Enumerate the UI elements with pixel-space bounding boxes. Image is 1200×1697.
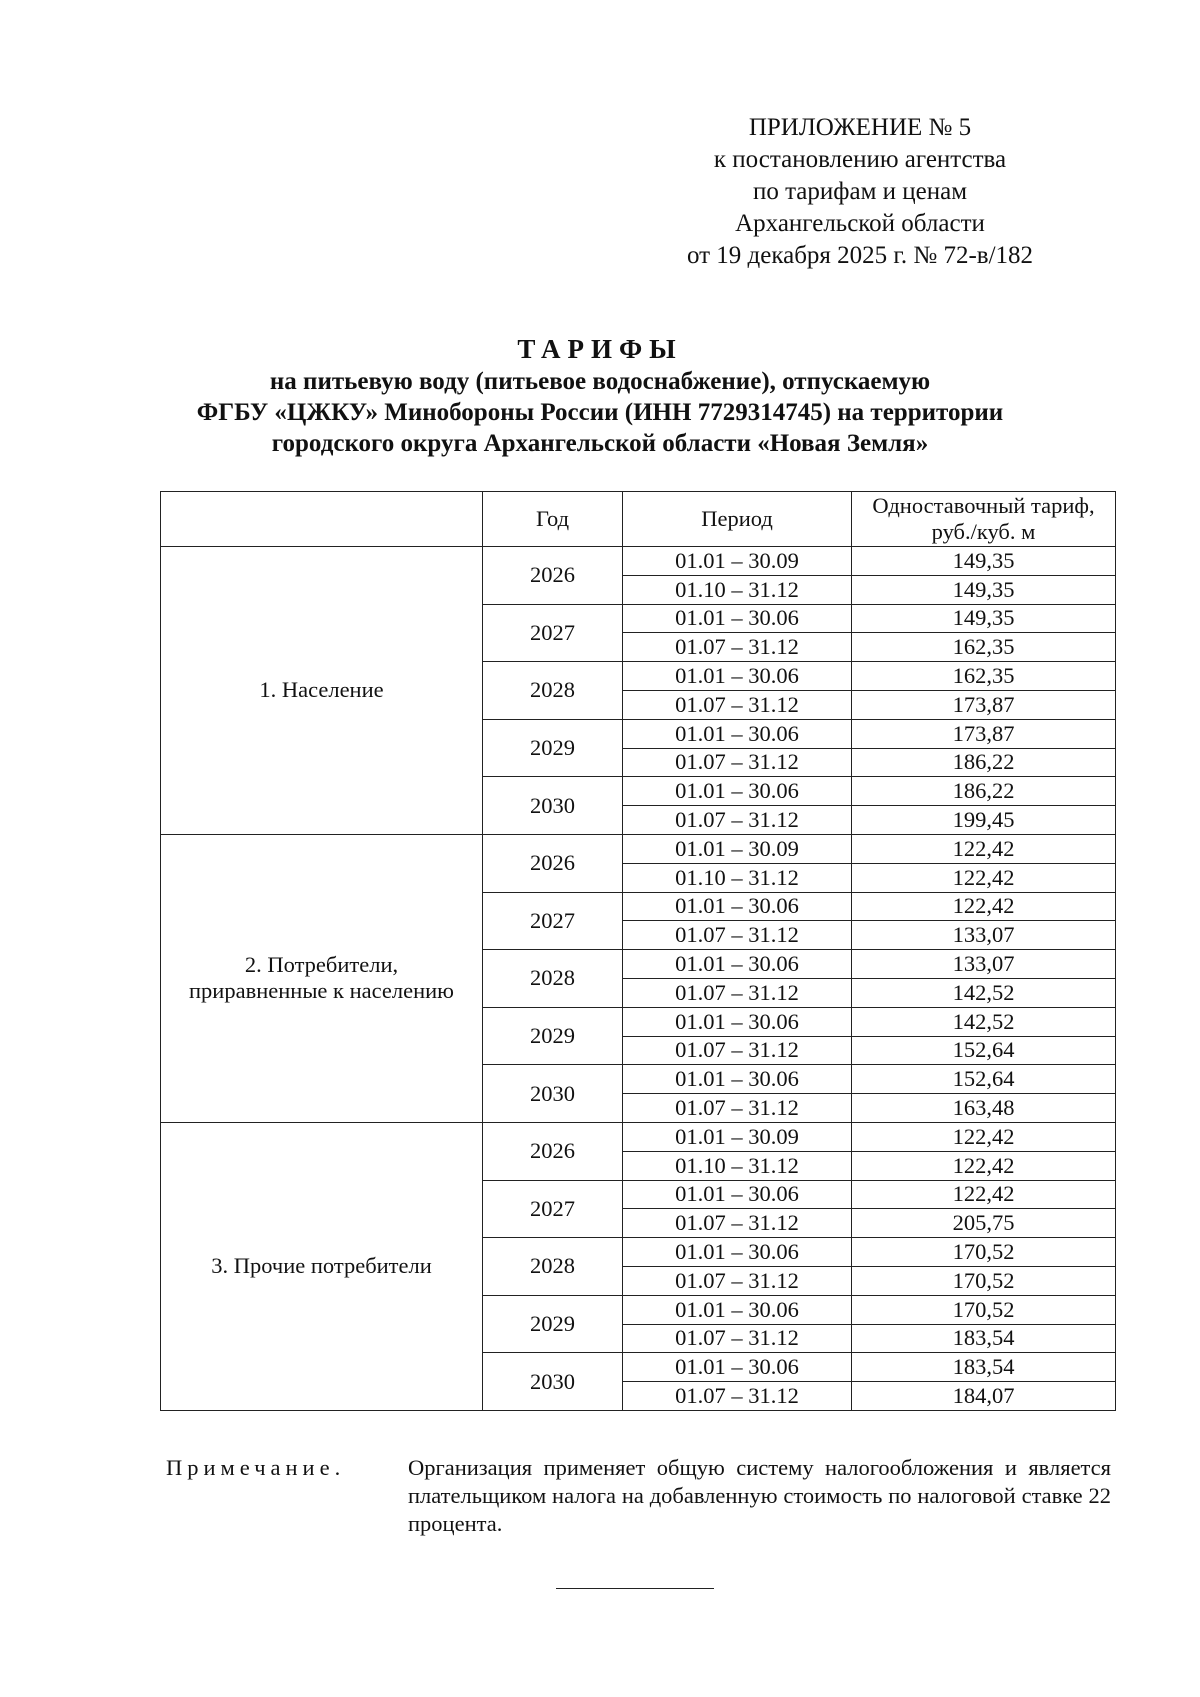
- period-cell: 01.01 – 30.09: [623, 1122, 852, 1151]
- year-cell: 2026: [483, 547, 623, 605]
- period-cell: 01.07 – 31.12: [623, 1036, 852, 1065]
- title-main: ТАРИФЫ: [517, 334, 683, 364]
- note-label: Примечание.: [166, 1455, 346, 1480]
- period-cell: 01.10 – 31.12: [623, 1151, 852, 1180]
- tariff-cell: 184,07: [852, 1382, 1116, 1411]
- tariff-cell: 162,35: [852, 662, 1116, 691]
- tariff-cell: 122,42: [852, 834, 1116, 863]
- period-cell: 01.01 – 30.09: [623, 547, 852, 576]
- tariff-cell: 183,54: [852, 1353, 1116, 1382]
- consumer-group-label: [161, 547, 483, 835]
- annex-date-number: от 19 декабря 2025 г. № 72-в/182: [686, 242, 1034, 269]
- year-cell: 2030: [483, 1353, 623, 1411]
- year-cell: 2026: [483, 1122, 623, 1180]
- year-cell: 2026: [483, 834, 623, 892]
- header-tariff: [852, 492, 1116, 547]
- period-cell: 01.01 – 30.06: [623, 1007, 852, 1036]
- table-row: [161, 1122, 1116, 1151]
- tariff-cell: 162,35: [852, 633, 1116, 662]
- period-cell: 01.07 – 31.12: [623, 1094, 852, 1123]
- consumer-group-label-line: приравненные к населению: [189, 978, 454, 1004]
- tariff-cell: 122,42: [852, 1151, 1116, 1180]
- year-cell: 2028: [483, 950, 623, 1008]
- tariff-cell: 149,35: [852, 547, 1116, 576]
- year-cell: 2028: [483, 662, 623, 720]
- period-cell: 01.01 – 30.06: [623, 777, 852, 806]
- tariff-cell: 183,54: [852, 1324, 1116, 1353]
- period-cell: 01.01 – 30.06: [623, 719, 852, 748]
- title-subtitle-line: ФГБУ «ЦЖКУ» Минобороны России (ИНН 7729314745) на территории: [196, 399, 1004, 426]
- tariff-cell: 170,52: [852, 1238, 1116, 1267]
- period-cell: 01.01 – 30.06: [623, 1065, 852, 1094]
- period-cell: 01.07 – 31.12: [623, 1382, 852, 1411]
- annex-line: по тарифам и ценам: [752, 178, 968, 205]
- tariff-cell: 122,42: [852, 1122, 1116, 1151]
- title-subtitle-line: на питьевую воду (питьевое водоснабжение), отпускаемую: [269, 368, 931, 395]
- year-cell: 2027: [483, 1180, 623, 1238]
- year-cell: 2029: [483, 1295, 623, 1353]
- period-cell: 01.10 – 31.12: [623, 863, 852, 892]
- period-cell: 01.01 – 30.06: [623, 1295, 852, 1324]
- period-cell: 01.07 – 31.12: [623, 1209, 852, 1238]
- tariff-cell: 133,07: [852, 950, 1116, 979]
- tariff-cell: 205,75: [852, 1209, 1116, 1238]
- header-tariff-line: Одноставочный тариф,: [872, 493, 1095, 518]
- tariff-cell: 173,87: [852, 719, 1116, 748]
- header-year: Год: [483, 492, 623, 547]
- annex-line: Архангельской области: [735, 210, 985, 237]
- year-cell: 2029: [483, 1007, 623, 1065]
- annex-number: ПРИЛОЖЕНИЕ № 5: [748, 114, 972, 141]
- period-cell: 01.01 – 30.06: [623, 1238, 852, 1267]
- table-row: [161, 547, 1116, 576]
- consumer-group-label-line: 1. Население: [259, 677, 384, 703]
- end-divider: [556, 1588, 714, 1589]
- tariff-cell: 122,42: [852, 1180, 1116, 1209]
- tariff-cell: 152,64: [852, 1065, 1116, 1094]
- year-cell: 2027: [483, 604, 623, 662]
- period-cell: 01.01 – 30.06: [623, 1353, 852, 1382]
- period-cell: 01.01 – 30.06: [623, 604, 852, 633]
- document-title: [100, 332, 1100, 459]
- annex-header: [640, 112, 1080, 272]
- year-cell: 2028: [483, 1238, 623, 1296]
- tariff-cell: 173,87: [852, 690, 1116, 719]
- tariff-cell: 142,52: [852, 1007, 1116, 1036]
- tariff-cell: 186,22: [852, 777, 1116, 806]
- tariff-cell: 199,45: [852, 806, 1116, 835]
- period-cell: 01.07 – 31.12: [623, 921, 852, 950]
- title-subtitle-line: городского округа Архангельской области «Новая Земля»: [271, 430, 929, 457]
- year-cell: 2027: [483, 892, 623, 950]
- period-cell: 01.01 – 30.06: [623, 892, 852, 921]
- header-period: Период: [623, 492, 852, 547]
- year-cell: 2030: [483, 777, 623, 835]
- table-header-row: [161, 492, 1116, 547]
- tariff-cell: 149,35: [852, 575, 1116, 604]
- consumer-group-label: [161, 1122, 483, 1410]
- period-cell: 01.01 – 30.09: [623, 834, 852, 863]
- period-cell: 01.07 – 31.12: [623, 1324, 852, 1353]
- period-cell: 01.01 – 30.06: [623, 1180, 852, 1209]
- tariff-cell: 163,48: [852, 1094, 1116, 1123]
- consumer-group-label: [161, 834, 483, 1122]
- tariff-table: [160, 491, 1116, 1411]
- period-cell: 01.10 – 31.12: [623, 575, 852, 604]
- tariff-cell: 122,42: [852, 892, 1116, 921]
- tariff-cell: 186,22: [852, 748, 1116, 777]
- annex-line: к постановлению агентства: [713, 146, 1007, 173]
- consumer-group-label-line: 3. Прочие потребители: [211, 1253, 432, 1279]
- header-tariff-unit: руб./куб. м: [931, 519, 1036, 544]
- period-cell: 01.07 – 31.12: [623, 978, 852, 1007]
- tariff-cell: 122,42: [852, 863, 1116, 892]
- period-cell: 01.07 – 31.12: [623, 748, 852, 777]
- year-cell: 2030: [483, 1065, 623, 1123]
- note-text: Организация применяет общую систему налогообложения и является плательщиком налога на добавленную стоимость по налоговой ставке 22 процента.: [408, 1455, 1111, 1536]
- tariff-cell: 142,52: [852, 978, 1116, 1007]
- period-cell: 01.07 – 31.12: [623, 806, 852, 835]
- header-group: [161, 492, 483, 547]
- tariff-cell: 170,52: [852, 1295, 1116, 1324]
- period-cell: 01.01 – 30.06: [623, 662, 852, 691]
- period-cell: 01.07 – 31.12: [623, 633, 852, 662]
- year-cell: 2029: [483, 719, 623, 777]
- tariff-cell: 149,35: [852, 604, 1116, 633]
- table-body: [161, 547, 1116, 1411]
- period-cell: 01.07 – 31.12: [623, 690, 852, 719]
- tariff-cell: 152,64: [852, 1036, 1116, 1065]
- period-cell: 01.01 – 30.06: [623, 950, 852, 979]
- consumer-group-label-line: 2. Потребители,: [244, 952, 399, 978]
- tariff-cell: 170,52: [852, 1266, 1116, 1295]
- tariff-cell: 133,07: [852, 921, 1116, 950]
- table-row: [161, 834, 1116, 863]
- period-cell: 01.07 – 31.12: [623, 1266, 852, 1295]
